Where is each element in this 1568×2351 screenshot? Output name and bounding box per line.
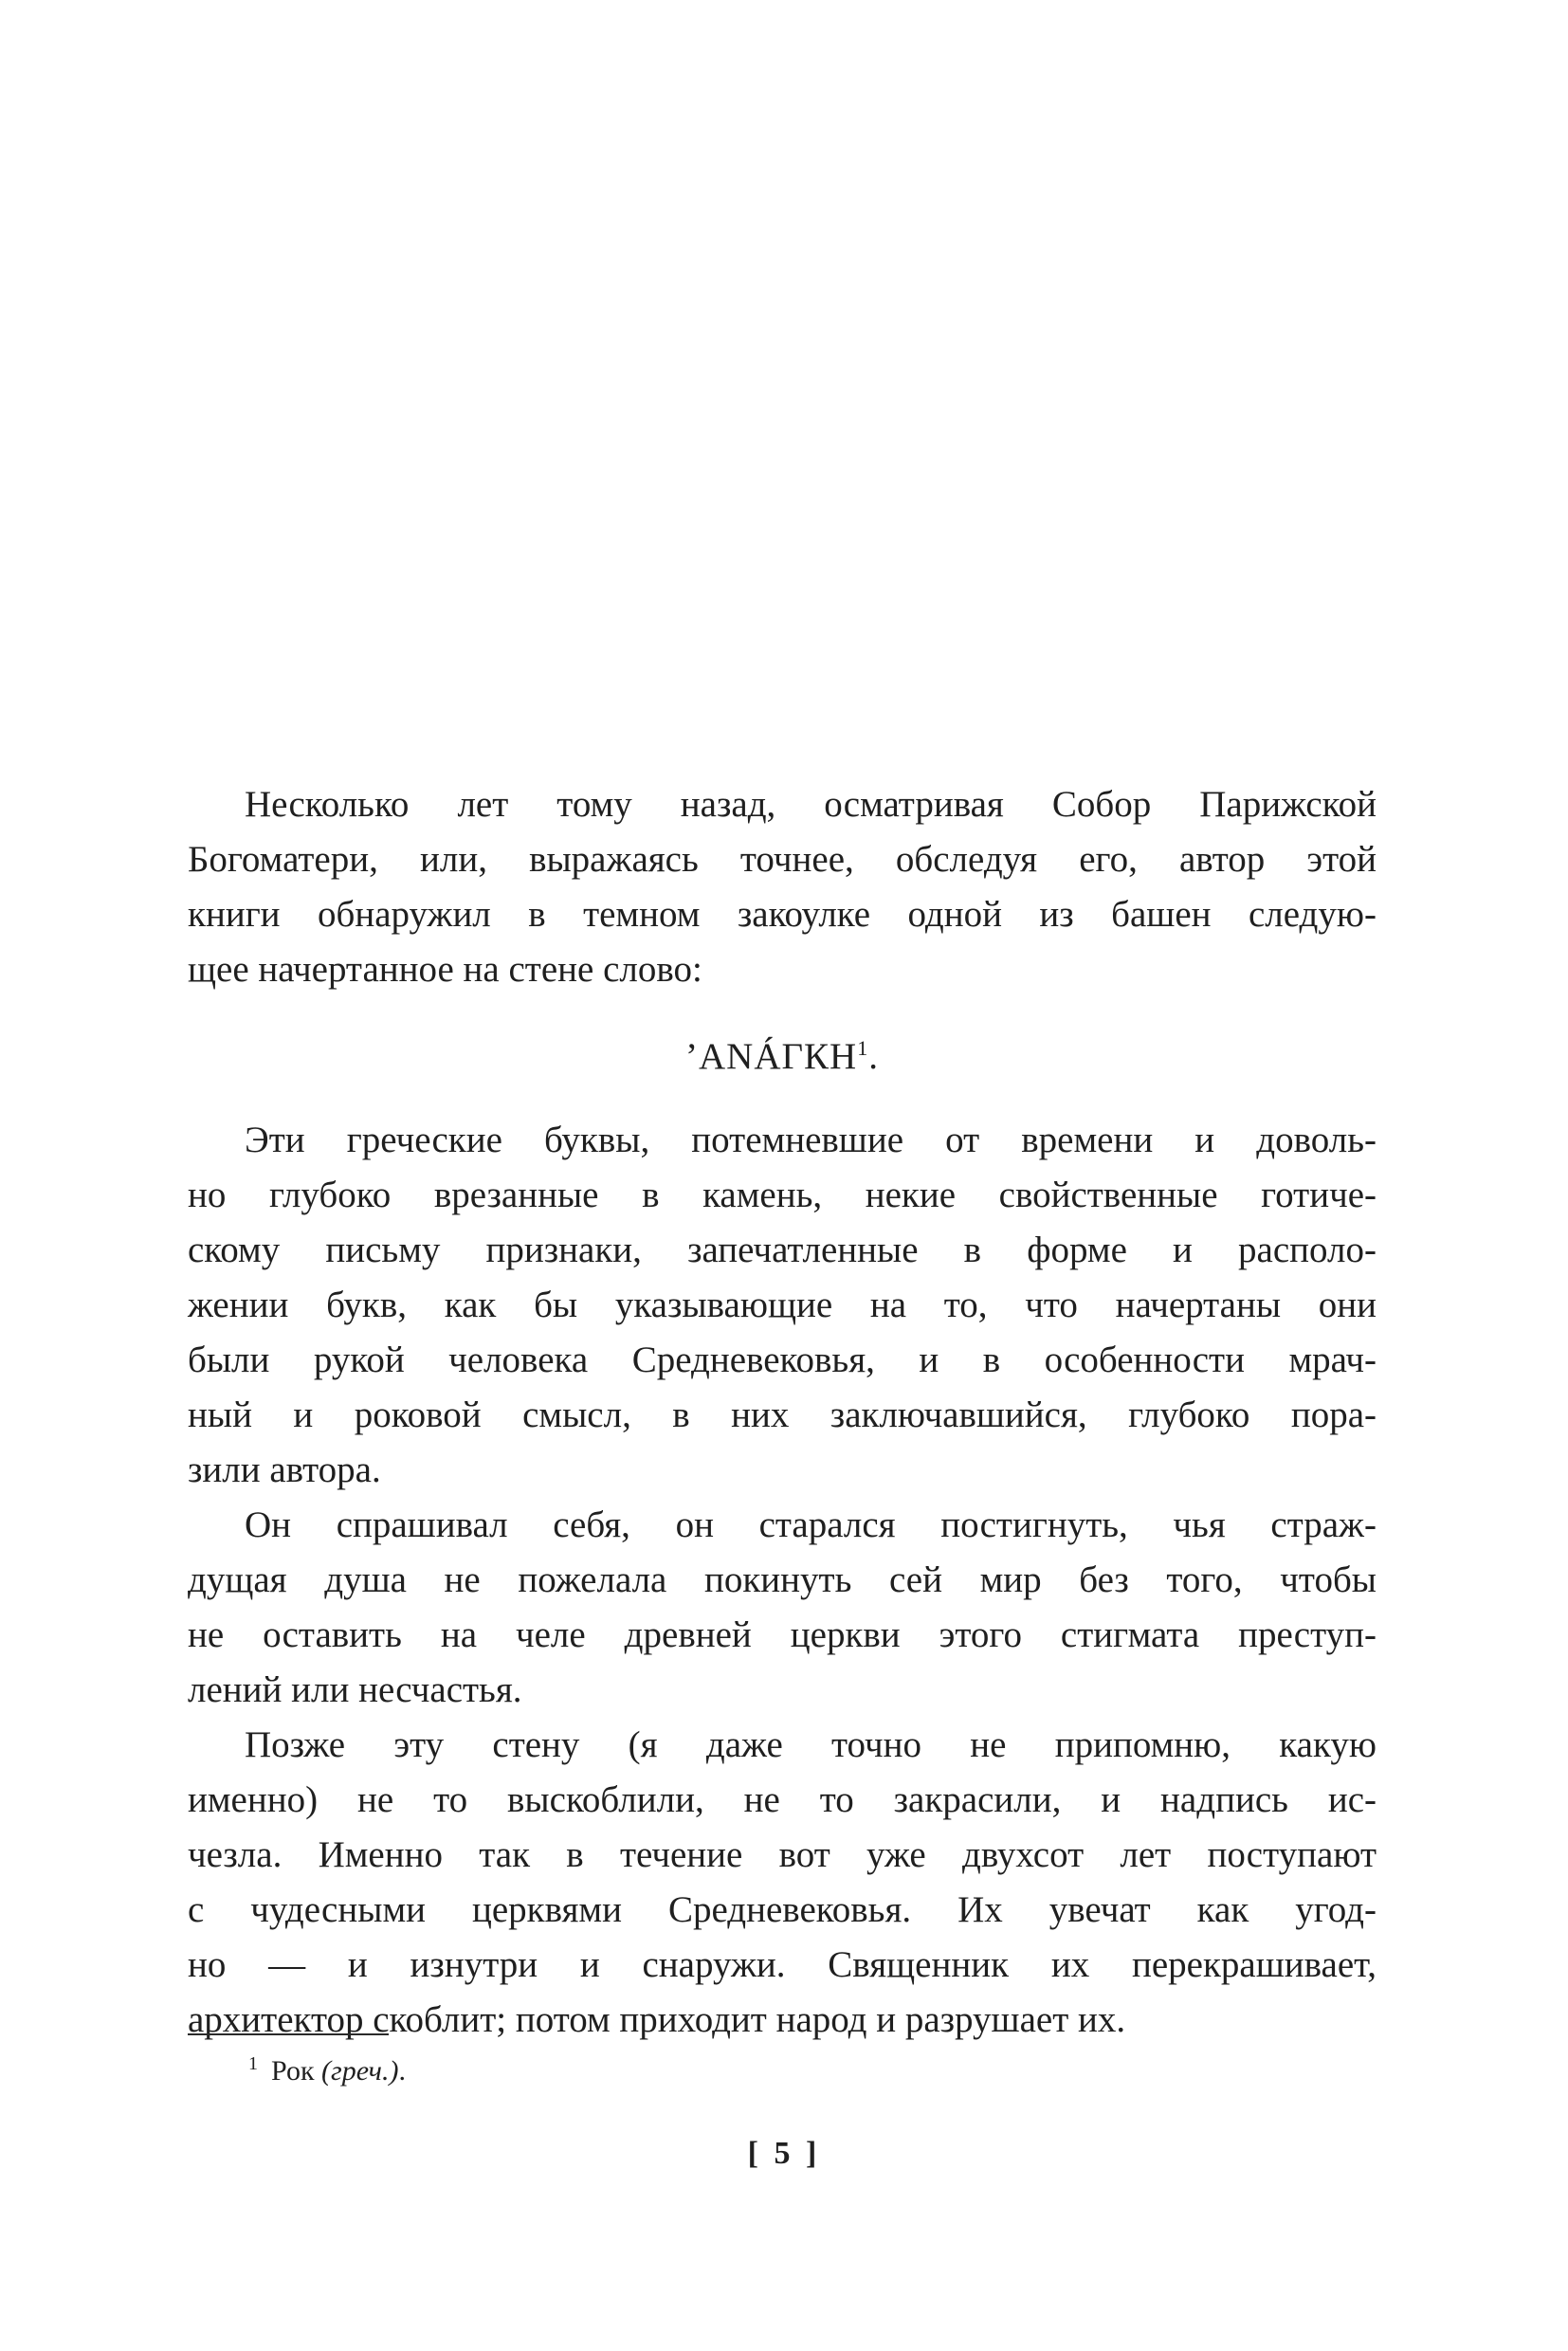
main-text bbox=[188, 777, 1377, 2048]
footnote-text: Рок bbox=[271, 2055, 315, 2087]
greek-word-text: ’ANÁГКН bbox=[685, 1036, 858, 1077]
text-line: с чудесными церквями Средневековья. Их увечат как угод- bbox=[188, 1889, 1377, 1930]
paragraph-2 bbox=[188, 1113, 1377, 1498]
text-line: Несколько лет тому назад, осматривая Собор Парижской bbox=[245, 784, 1377, 825]
footnote-reference[interactable]: 1 bbox=[857, 1036, 869, 1060]
text-line: зили автора. bbox=[188, 1449, 381, 1490]
text-line: Богоматери, или, выражаясь точнее, обследуя его, автор этой bbox=[188, 839, 1377, 880]
text-line: дущая душа не пожелала покинуть сей мир без того, чтобы bbox=[188, 1559, 1377, 1600]
text-line: лений или несчастья. bbox=[188, 1669, 522, 1710]
text-line: Он спрашивал себя, он старался постигнуть, чья страж- bbox=[245, 1504, 1377, 1545]
text-line: ный и роковой смысл, в них заключавшийся, глубоко пора- bbox=[188, 1394, 1377, 1435]
greek-word-period: . bbox=[868, 1036, 879, 1077]
footnote-language-note: (греч.) bbox=[321, 2055, 399, 2087]
paragraph-4 bbox=[188, 1718, 1377, 2048]
text-line: были рукой человека Средневековья, и в особенности мрач- bbox=[188, 1340, 1377, 1380]
text-line: Позже эту стену (я даже точно не припомню, какую bbox=[245, 1724, 1377, 1765]
footnote bbox=[248, 2052, 406, 2090]
text-line: скому письму признаки, запечатленные в форме и располо- bbox=[188, 1230, 1377, 1270]
paragraph-3 bbox=[188, 1498, 1377, 1718]
footnote-divider bbox=[188, 2033, 389, 2035]
paragraph-1 bbox=[188, 777, 1377, 997]
text-line: жении букв, как бы указывающие на то, что начертаны они bbox=[188, 1285, 1377, 1325]
text-line: щее начертанное на стене слово: bbox=[188, 949, 702, 990]
page-number: [ 5 ] bbox=[747, 2136, 821, 2171]
text-line: чезла. Именно так в течение вот уже двухсот лет поступают bbox=[188, 1834, 1377, 1875]
greek-inscription bbox=[188, 1030, 1377, 1084]
text-line: книги обнаружил в темном закоулке одной из башен следую- bbox=[188, 894, 1377, 935]
text-line: архитектор скоблит; потом приходит народ и разрушает их. bbox=[188, 1999, 1126, 2040]
text-line: не оставить на челе древней церкви этого стигмата преступ- bbox=[188, 1614, 1377, 1655]
text-line: но — и изнутри и снаружи. Священник их перекрашивает, bbox=[188, 1944, 1377, 1985]
footnote-mark: 1 bbox=[248, 2053, 258, 2074]
footnote-period: . bbox=[398, 2055, 406, 2087]
text-line: но глубоко врезанные в камень, некие свойственные готиче- bbox=[188, 1175, 1377, 1215]
text-line: Эти греческие буквы, потемневшие от времени и доволь- bbox=[245, 1120, 1377, 1160]
text-line: именно) не то выскоблили, не то закрасили, и надпись ис- bbox=[188, 1779, 1377, 1820]
